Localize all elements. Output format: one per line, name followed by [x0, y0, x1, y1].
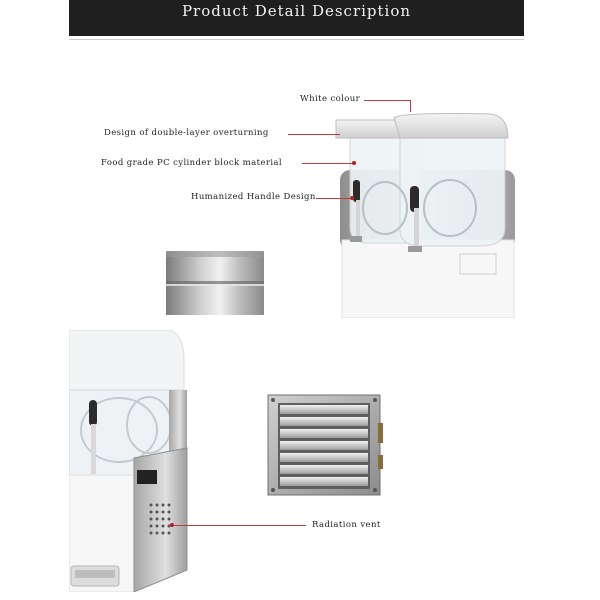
page-title: Product Detail Description — [181, 2, 412, 20]
leader-white-colour — [364, 100, 410, 101]
leader-food-grade — [302, 163, 354, 164]
leader-radiation-vent — [174, 525, 306, 526]
header-divider — [69, 39, 524, 40]
leader-handle — [316, 198, 352, 199]
callout-food-grade: Food grade PC cylinder block material — [101, 158, 283, 168]
leader-double-layer — [288, 134, 340, 135]
callout-double-layer: Design of double-layer overturning — [104, 128, 269, 138]
radiation-vent-image — [266, 393, 386, 499]
steel-sample-image — [166, 251, 264, 315]
header-banner — [69, 0, 524, 36]
leader-white-colour-drop — [410, 100, 411, 112]
machine-image-side — [69, 330, 194, 592]
leader-food-grade-dot — [352, 161, 356, 165]
callout-handle: Humanized Handle Design — [191, 192, 316, 202]
machine-image-top — [330, 108, 520, 318]
callout-white-colour: White colour — [300, 94, 361, 104]
callout-radiation-vent: Radiation vent — [312, 520, 381, 530]
leader-handle-dot — [350, 196, 354, 200]
